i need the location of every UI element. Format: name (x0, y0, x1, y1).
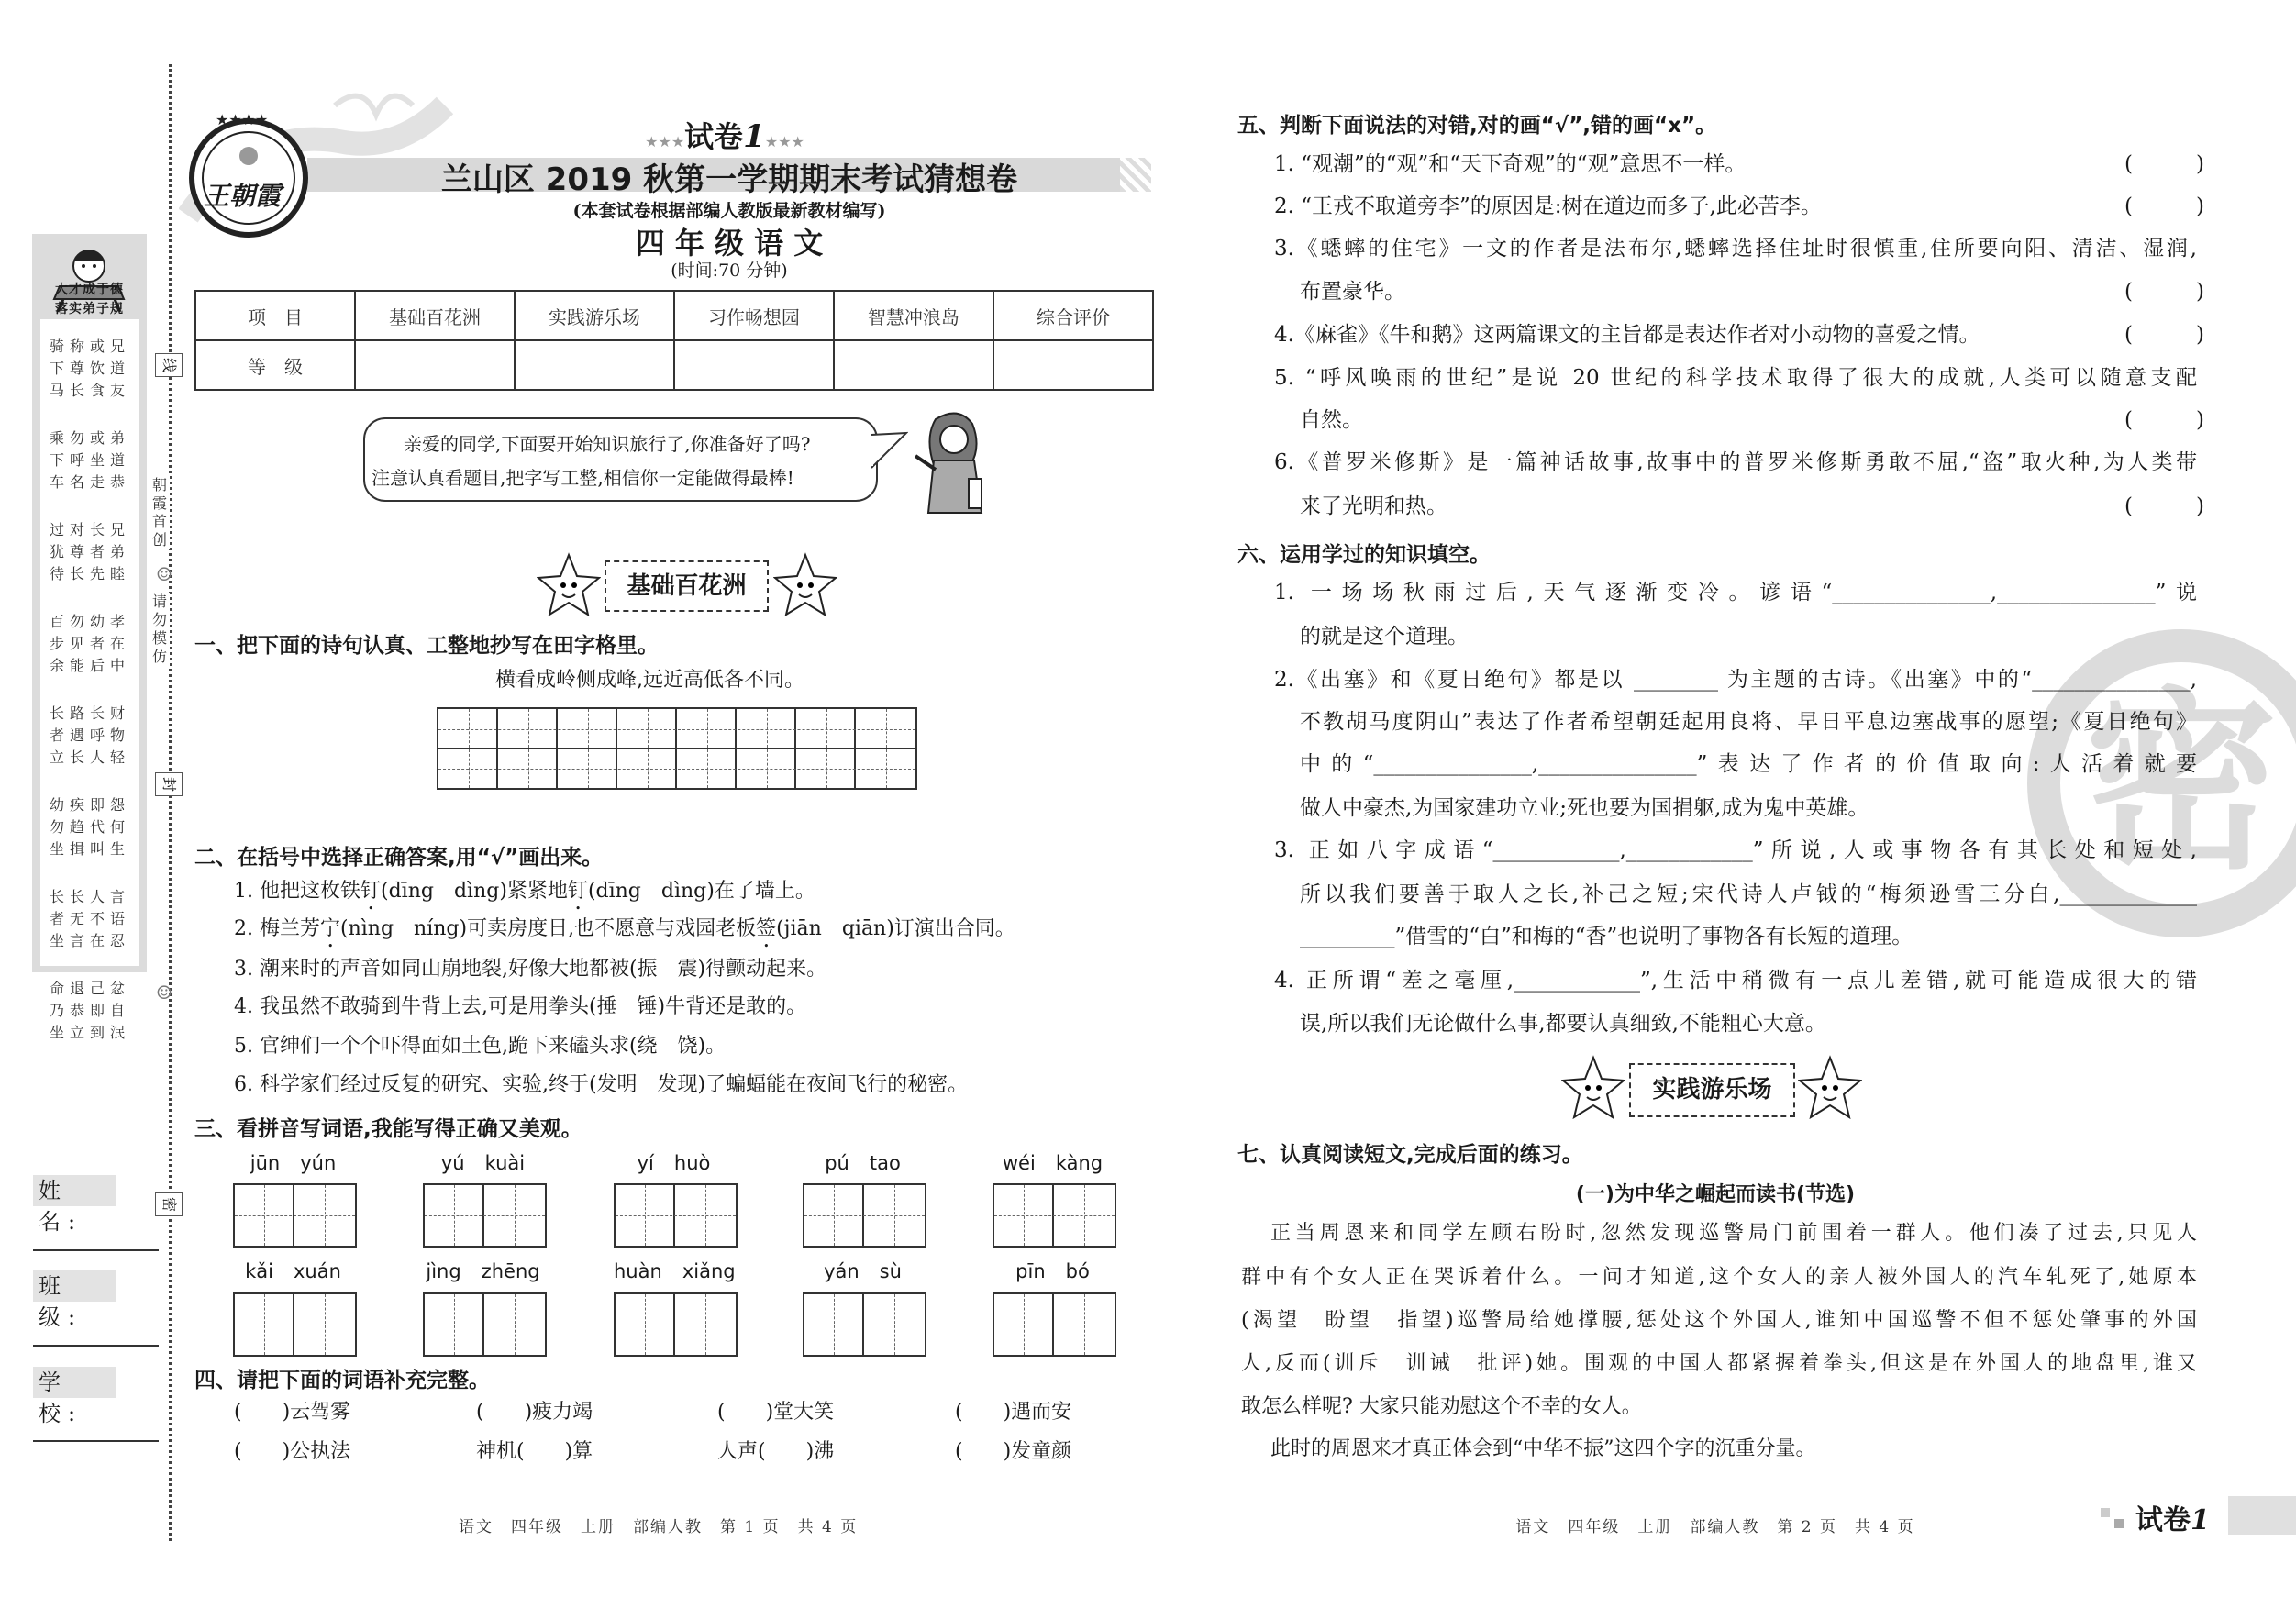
bubble-tail (871, 431, 908, 477)
text: (dīng dìng)紧紧地 (381, 880, 568, 903)
judgment-line: 2. “王戎不取道旁李”的原因是:树在道边而多子,此必苦李。 (1274, 194, 1822, 218)
subject-title: 四 年 级 语 文 (635, 226, 824, 261)
corner-paper-tab (2135, 1497, 2210, 1537)
pinyin-label (614, 1152, 734, 1174)
passage-line: 人,反而(训斥 训诫 批评)她。围观的中国人都紧握着拳头,但这是在外国人的地盘里,谁又 (1241, 1352, 2197, 1375)
judgment-line: 布置豪华。 (1300, 280, 1405, 304)
grid-guide (804, 1215, 925, 1216)
teacher-illustration (908, 410, 991, 516)
verse-row: 骑称或兄 (49, 338, 130, 355)
star-mascot-icon (1798, 1053, 1862, 1122)
smiley-icon: ☺ (156, 981, 172, 1004)
school-field[interactable] (33, 1440, 159, 1442)
section-banner-practice: 实践游乐场 (1629, 1063, 1795, 1117)
pinyin-syllable: kǎi (245, 1260, 273, 1282)
grid-guide (235, 1215, 355, 1216)
pinyin-syllable: huàn (614, 1260, 662, 1282)
school-label: 学 校: (33, 1367, 116, 1398)
corner-pattern (2114, 1519, 2124, 1528)
verse-row: 幼疾即怨 (49, 796, 130, 814)
pinyin-syllable: jūn (250, 1152, 281, 1174)
q2-item-2 (234, 915, 1015, 952)
verse-row: 坐言在忍 (49, 932, 130, 949)
grade-row (195, 340, 1153, 390)
word-box[interactable] (423, 1292, 547, 1357)
fill-blank-line[interactable]: 2.《出塞》和《夏日绝句》都是以 ________ 为主题的古诗。《出塞》中的“_______________, (1274, 668, 2197, 692)
pinyin-syllable: yán (824, 1260, 860, 1282)
verse-row: 勿趋代何 (49, 818, 130, 836)
pinyin-syllable: xuán (293, 1260, 341, 1282)
q4-heading: 四、请把下面的词语补充完整。 (194, 1369, 490, 1392)
fill-blank-line[interactable]: 中的“_______________,_______________”表达了作者的价值取向:人活着就要 (1300, 752, 2197, 776)
verse-row: 下呼坐道 (49, 451, 130, 469)
passage-line: 正当周恩来和同学左顾右盼时,忽然发现巡警局门前围着一群人。他们凑了过去,只见人 (1270, 1222, 2197, 1245)
judgment-line: 4.《麻雀》《牛和鹅》这两篇课文的主旨都是表达作者对小动物的喜爱之情。 (1274, 323, 1980, 347)
score-header: 综合评价 (993, 291, 1153, 340)
dotted-char: 钉 (360, 880, 381, 903)
slogan-bottom: 请勿模仿 (150, 593, 170, 666)
word-box[interactable] (423, 1183, 547, 1248)
pinyin-syllable: jìng (426, 1260, 461, 1282)
class-label: 班 级: (33, 1270, 116, 1302)
judgment-line: 1. “观潮”的“观”和“天下奇观”的“观”意思不一样。 (1274, 152, 1747, 176)
grade-cell[interactable] (674, 340, 834, 390)
corner-pattern (2101, 1508, 2110, 1517)
stars-right: ★★★ (764, 133, 804, 150)
score-header-row (195, 291, 1153, 340)
q2-heading: 二、在括号中选择正确答案,用“√”画出来。 (194, 846, 604, 870)
answer-paren[interactable]: ( ) (2124, 280, 2204, 304)
pinyin-syllable: pú (825, 1152, 849, 1174)
verse-stanza (40, 519, 139, 585)
slogan-top: 朝霞首创 (150, 476, 170, 549)
verse-stanza (40, 794, 139, 860)
score-header: 项 目 (195, 291, 355, 340)
fill-blank-line[interactable]: 做人中豪杰,为国家建功立业;死也要为国捐躯,成为鬼中英雄。 (1300, 796, 1869, 820)
verse-stanza (40, 978, 139, 1044)
word-box[interactable] (614, 1183, 738, 1248)
q2-item-3: 3. 潮来时的声音如同山崩地裂,好像大地都被(振 震)得颤动起来。 (234, 958, 827, 981)
pinyin-label (993, 1260, 1113, 1282)
pinyin-label (993, 1152, 1113, 1174)
verse-row: 犹尊者弟 (49, 543, 130, 560)
answer-paren[interactable]: ( ) (2124, 152, 2204, 176)
answer-paren[interactable]: ( ) (2124, 494, 2204, 518)
dizigui-verses (40, 319, 139, 1041)
verse-row: 坐立到泯 (49, 1024, 130, 1041)
verse-row: 者遇呼物 (49, 726, 130, 744)
pinyin-syllable: tao (869, 1152, 901, 1174)
q3-heading: 三、看拼音写词语,我能写得正确又美观。 (194, 1117, 582, 1141)
fill-blank-line[interactable]: _________”借雪的“白”和梅的“香”也说明了事物各有长短的道理。 (1300, 925, 1913, 948)
q2-item-4: 4. 我虽然不敢骑到牛背上去,可是用拳头(捶 锤)牛背还是敢的。 (234, 995, 807, 1018)
verse-row: 余能后中 (49, 657, 130, 674)
pinyin-syllable: wéi (1002, 1152, 1036, 1174)
grade-cell[interactable] (515, 340, 674, 390)
svg-text:★★★★: ★★★★ (216, 112, 269, 128)
exam-title: 兰山区 2019 秋第一学期期末考试猜想卷 (440, 161, 1018, 198)
grid-row-line (438, 748, 915, 749)
binding-mark-mi: 密 (155, 1192, 183, 1216)
pinyin-syllable: sù (879, 1260, 902, 1282)
verse-row: 步见者在 (49, 635, 130, 652)
pinyin-syllable: zhēng (481, 1260, 540, 1282)
star-mascot-icon (1561, 1053, 1625, 1122)
judgment-line: 3.《蟋蟀的住宅》一文的作者是法布尔,蟋蟀选择住址时很慎重,住所要向阳、清洁、湿润, (1274, 237, 2197, 261)
answer-paren[interactable]: ( ) (2124, 194, 2204, 218)
q4-item[interactable]: 神机( )算 (476, 1440, 593, 1463)
fill-blank-line[interactable]: 误,所以我们无论做什么事,都要认真细致,不能粗心大意。 (1300, 1012, 1826, 1036)
verse-stanza (40, 886, 139, 952)
pinyin-label (614, 1260, 734, 1282)
verse-row: 百勿幼孝 (49, 613, 130, 630)
passage-line: 群中有个女人正在哭诉着什么。一问才知道,这个女人的亲人被外国人的汽车轧死了,她原本 (1241, 1266, 2197, 1289)
paper-label: 试卷 (684, 119, 744, 154)
binding-mark-feng: 封 (155, 772, 183, 796)
exam-subtitle: (本套试卷根据部编人教版最新教材编写) (572, 201, 886, 221)
answer-paren[interactable]: ( ) (2124, 323, 2204, 347)
grid-guide (438, 729, 915, 730)
passage-line: 敢怎么样呢? 大家只能劝慰这个不幸的女人。 (1241, 1395, 1642, 1418)
verse-row: 者无不语 (49, 910, 130, 927)
verse-row: 长路长财 (49, 704, 130, 722)
star-mascot-icon (537, 550, 601, 619)
word-box[interactable] (803, 1183, 926, 1248)
sidebar-motto-2: 落实弟子规 (55, 302, 124, 316)
word-box[interactable] (803, 1292, 926, 1357)
corner-gray-block (2228, 1496, 2296, 1535)
dotted-char: 钉 (567, 880, 588, 903)
q4-item[interactable]: ( )云驾雾 (234, 1401, 351, 1424)
verse-row: 车名走恭 (49, 473, 130, 491)
q4-item[interactable]: ( )发童颜 (955, 1440, 1072, 1463)
word-box[interactable] (233, 1183, 357, 1248)
fill-blank-line[interactable]: 1. 一场场秋雨过后,天气逐渐变冷。谚语“_______________,_______________”说 (1274, 581, 2197, 604)
pinyin-label (233, 1152, 353, 1174)
pinyin-label (423, 1152, 543, 1174)
fill-blank-line[interactable]: 3. 正如八字成语“____________,____________”所说,人或事物各有其长处和短处, (1274, 838, 2197, 862)
sidebar-motto-1: 大才成于德 (55, 283, 124, 297)
pinyin-syllable: yí (637, 1152, 654, 1174)
fill-blank-line[interactable]: 所以我们要善于取人之长,补己之短;宋代诗人卢钺的“梅须逊雪三分白,_____________ (1300, 882, 2197, 906)
verse-row: 坐揖叫生 (49, 840, 130, 858)
q2-item-1 (234, 878, 815, 915)
q1-poem: 横看成岭侧成峰,远近高低各不同。 (495, 669, 804, 692)
score-header: 实践游乐场 (515, 291, 674, 340)
class-field[interactable] (33, 1345, 159, 1347)
fill-blank-line[interactable]: 的就是这个道理。 (1300, 625, 1469, 649)
q2-item-5: 5. 官绅们一个个吓得面如土色,跪下来磕头求(绕 饶)。 (234, 1035, 727, 1058)
verse-row: 命退己忿 (49, 980, 130, 997)
grid-guide (616, 1215, 736, 1216)
name-label: 姓 名: (33, 1175, 116, 1206)
fill-blank-line[interactable]: 4. 正所谓“差之毫厘,____________”,生活中稍微有一点儿差错,就可能造成很大的错 (1274, 969, 2197, 993)
judgment-line: 5. “呼风唤雨的世纪”是说 20 世纪的科学技术取得了很大的成就,人类可以随意支配 (1274, 366, 2197, 390)
text: (jiān qiān)订演出合同。 (776, 917, 1015, 940)
paper-number-heading (541, 114, 908, 156)
stars-left: ★★★ (645, 133, 685, 150)
judgment-line: 自然。 (1300, 408, 1363, 432)
score-table (194, 290, 1154, 391)
grade-cell[interactable] (355, 340, 515, 390)
grid-guide (425, 1215, 545, 1216)
pinyin-syllable: bó (1065, 1260, 1090, 1282)
score-header: 智慧冲浪岛 (834, 291, 993, 340)
text: (dīng dìng)在了墙上。 (587, 880, 815, 903)
passage-line: 此时的周恩来才真正体会到“中华不振”这四个字的沉重分量。 (1270, 1437, 1816, 1460)
binding-dotted-line (169, 64, 172, 1541)
verse-row: 乃恭即自 (49, 1002, 130, 1019)
tianzige-grid[interactable] (437, 707, 917, 790)
text: (nìng níng)可卖房度日,也不愿意与戏园老板 (340, 917, 757, 940)
word-box[interactable] (233, 1292, 357, 1357)
score-header: 基础百花洲 (355, 291, 515, 340)
corner-label: 试卷 (2135, 1504, 2191, 1536)
pinyin-label (233, 1260, 353, 1282)
passage-line: (渴望 盼望 指望)巡警局给她撑腰,惩处这个外国人,谁知中国巡警不但不惩处肇事的外国 (1241, 1309, 2197, 1332)
text: 2. 梅兰芳 (234, 917, 320, 940)
text: 1. 他把这枚铁 (234, 880, 360, 903)
verse-stanza (40, 611, 139, 677)
verse-row: 长长人言 (49, 888, 130, 905)
verse-stanza (40, 703, 139, 769)
verse-row: 下尊饮道 (49, 360, 130, 377)
q4-item[interactable]: ( )堂大笑 (717, 1401, 835, 1424)
word-box[interactable] (993, 1183, 1116, 1248)
word-box[interactable] (993, 1292, 1116, 1357)
binding-mark-xian: 线 (155, 353, 183, 377)
q7-heading: 七、认真阅读短文,完成后面的练习。 (1237, 1143, 1583, 1167)
fill-blank-line[interactable]: 不教胡马度阴山”表达了作者希望朝廷起用良将、早日平息边塞战事的愿望;《夏日绝句》 (1300, 710, 2197, 734)
passage-title: (一)为中华之崛起而读书(节选) (1575, 1183, 1856, 1206)
verse-row: 马长食友 (49, 382, 130, 399)
verse-stanza (40, 427, 139, 494)
pinyin-syllable: yún (300, 1152, 337, 1174)
paper-number: 1 (743, 118, 765, 155)
speech-line-2: 注意认真看题目,把字写工整,相信你一定能做得最棒! (372, 467, 794, 489)
grid-guide (438, 769, 915, 770)
pinyin-syllable: xiǎng (682, 1260, 736, 1282)
pinyin-syllable: pīn (1015, 1260, 1046, 1282)
logo-text: 王朝霞 (204, 181, 282, 211)
section-banner-basic: 基础百花洲 (605, 560, 769, 612)
judgment-line: 来了光明和热。 (1300, 494, 1447, 518)
verse-stanza (40, 336, 139, 402)
q4-item[interactable]: 人声( )沸 (717, 1440, 835, 1463)
q1-heading: 一、把下面的诗句认真、工整地抄写在田字格里。 (194, 634, 659, 658)
grid-guide (994, 1215, 1115, 1216)
pinyin-syllable: yú (440, 1152, 465, 1174)
dotted-char: 签 (756, 917, 777, 940)
smiley-icon: ☺ (156, 563, 172, 585)
name-field[interactable] (33, 1249, 159, 1251)
star-mascot-icon (773, 550, 837, 619)
grade-label: 等 级 (195, 340, 355, 390)
exam-time: (时间:70 分钟) (671, 261, 788, 281)
page-footer-left: 语文 四年级 上册 部编人教 第 1 页 共 4 页 (459, 1518, 859, 1536)
q4-item[interactable]: ( )公执法 (234, 1440, 351, 1463)
pinyin-label (803, 1152, 923, 1174)
page-footer-right: 语文 四年级 上册 部编人教 第 2 页 共 4 页 (1515, 1518, 1915, 1536)
grade-cell[interactable] (834, 340, 993, 390)
pinyin-syllable: kàng (1055, 1152, 1104, 1174)
pinyin-syllable: kuài (484, 1152, 526, 1174)
q5-heading: 五、判断下面说法的对错,对的画“√”,错的画“x”。 (1237, 114, 1717, 138)
pinyin-syllable: huò (673, 1152, 711, 1174)
speech-line-1: 亲爱的同学,下面要开始知识旅行了,你准备好了吗? (404, 433, 811, 455)
verse-row: 过对长兄 (49, 521, 130, 538)
q4-item[interactable]: ( )疲力竭 (476, 1401, 593, 1424)
watermark-seal: 密 (2027, 629, 2296, 937)
answer-paren[interactable]: ( ) (2124, 408, 2204, 432)
dotted-char: 宁 (319, 917, 340, 940)
judgment-line: 6.《普罗米修斯》是一篇神话故事,故事中的普罗米修斯勇敢不屈,“盗”取火种,为人类带 (1274, 450, 2197, 474)
verse-row: 待长先睦 (49, 565, 130, 582)
q2-item-6: 6. 科学家们经过反复的研究、实验,终于(发明 发现)了蝙蝠能在夜间飞行的秘密。 (234, 1073, 969, 1096)
corner-number: 1 (2191, 1504, 2210, 1536)
grade-cell[interactable] (993, 340, 1153, 390)
q4-item[interactable]: ( )遇而安 (955, 1401, 1072, 1424)
verse-row: 立长人轻 (49, 749, 130, 766)
q6-heading: 六、运用学过的知识填空。 (1237, 543, 1491, 567)
pinyin-label (803, 1260, 923, 1282)
word-box[interactable] (614, 1292, 738, 1357)
score-header: 习作畅想园 (674, 291, 834, 340)
verse-row: 乘勿或弟 (49, 429, 130, 447)
pinyin-label (423, 1260, 543, 1282)
